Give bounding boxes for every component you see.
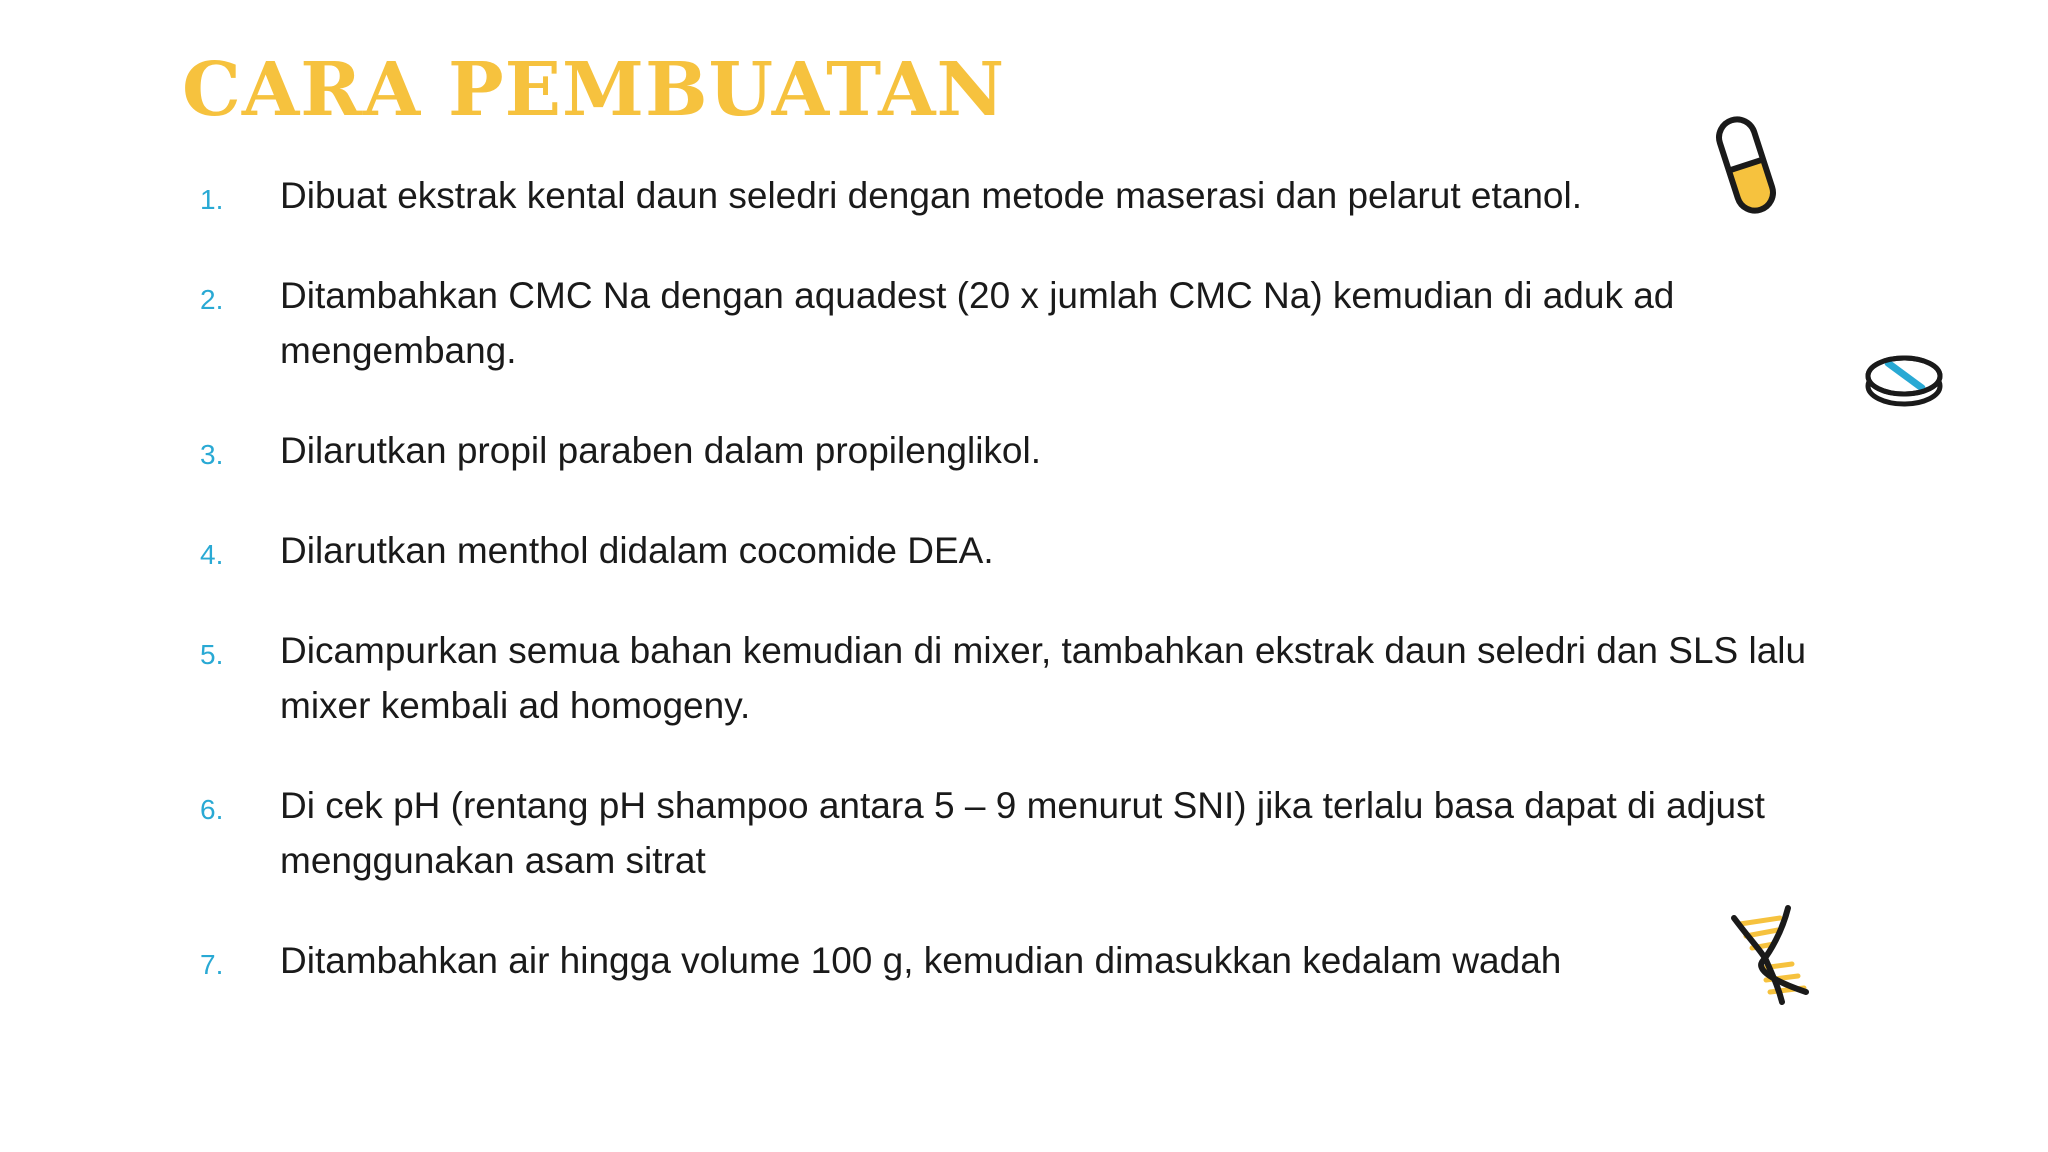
step-item (200, 168, 1840, 223)
step-text: Ditambahkan air hingga volume 100 g, kemudian dimasukkan kedalam wadah (280, 940, 1562, 981)
capsule-icon (1708, 110, 1784, 220)
step-item (200, 523, 1840, 578)
step-number: 6. (200, 794, 224, 825)
slide-title: CARA PEMBUATAN (182, 47, 1006, 133)
step-number: 4. (200, 539, 224, 570)
step-item (200, 933, 1840, 988)
step-item (200, 268, 1840, 378)
step-text: Dilarutkan propil paraben dalam propilenglikol. (280, 430, 1041, 471)
step-text: Di cek pH (rentang pH shampoo antara 5 – 9 menurut SNI) jika terlalu basa dapat di adjust menggunakan asam sitrat (280, 785, 1765, 881)
tablet-icon (1862, 350, 1946, 412)
step-text: Dilarutkan menthol didalam cocomide DEA. (280, 530, 994, 571)
step-number: 1. (200, 184, 224, 215)
dna-icon (1722, 902, 1812, 1008)
step-number: 2. (200, 284, 224, 315)
step-text: Dibuat ekstrak kental daun seledri dengan metode maserasi dan pelarut etanol. (280, 175, 1582, 216)
step-number: 3. (200, 439, 224, 470)
step-list (200, 168, 1840, 1033)
step-item (200, 623, 1840, 733)
step-text: Ditambahkan CMC Na dengan aquadest (20 x jumlah CMC Na) kemudian di aduk ad mengembang. (280, 275, 1675, 371)
step-text: Dicampurkan semua bahan kemudian di mixer, tambahkan ekstrak daun seledri dan SLS lalu mixer kembali ad homogeny. (280, 630, 1807, 726)
step-item (200, 778, 1840, 888)
step-number: 7. (200, 949, 224, 980)
step-number: 5. (200, 639, 224, 670)
step-item (200, 423, 1840, 478)
